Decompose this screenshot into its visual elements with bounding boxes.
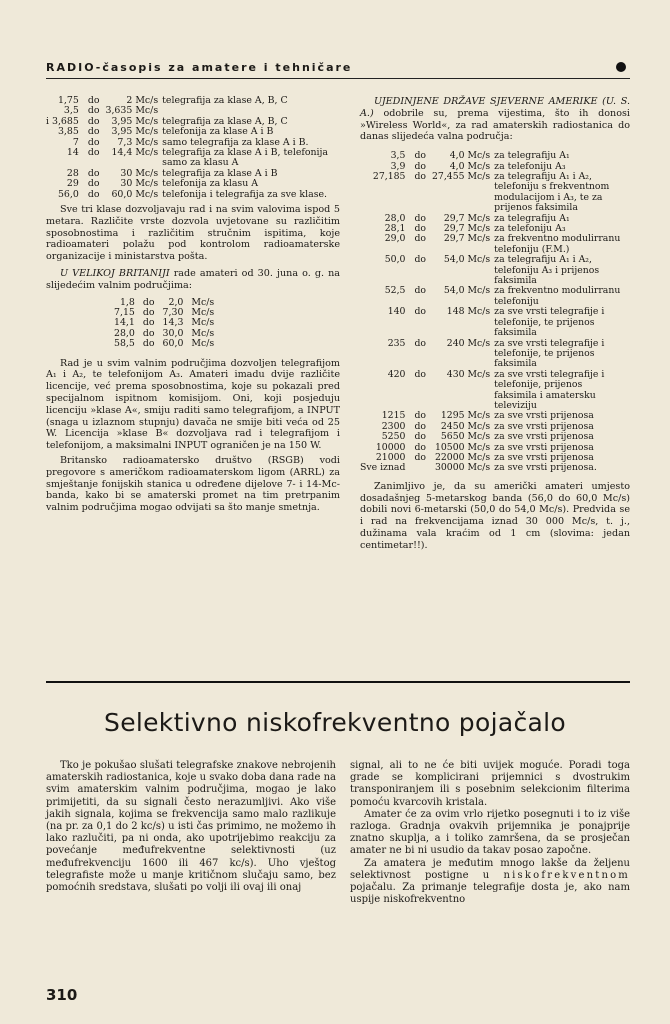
freq-to: 5650 — [440, 431, 465, 443]
freq-description: za sve vrsti telegrafije i telefonije, te prijenos faksimila — [494, 306, 605, 339]
freq-from: 28 — [66, 167, 79, 179]
freq-from: 235 — [387, 337, 406, 349]
freq-description: za telefoniju A₃ — [494, 223, 566, 235]
freq-from: 3,5 — [63, 105, 79, 117]
freq-description: za sve vrsti telegrafije i telefonije, prijenos faksimila i amatersku televiziju — [494, 368, 605, 411]
freq-unit: Mc/s — [135, 167, 159, 179]
uk-range-cell: 14,1 — [114, 317, 135, 329]
usa-intro — [360, 96, 630, 143]
freq-to: 30 — [120, 178, 133, 190]
freq-unit: Mc/s — [135, 126, 159, 138]
freq-to: 29,7 — [443, 233, 465, 245]
uk-range-cell: Mc/s — [191, 338, 215, 350]
freq-from: 14 — [66, 147, 79, 159]
freq-do: do — [414, 223, 426, 235]
freq-to: 3,635 — [105, 105, 133, 117]
uk-range-cell: Mc/s — [191, 327, 215, 339]
freq-to: 54,0 — [443, 254, 465, 266]
freq-unit: Mc/s — [467, 306, 491, 318]
right-table-row — [360, 286, 630, 307]
uk-range-cell: do — [142, 338, 155, 350]
right-frequency-table — [360, 151, 630, 474]
usa-intro-text: odobrile su, prema vijestima, što ih donosi »Wireless World«, za rad amaterskih radiostanica do danas slijedeća valna područja: — [360, 107, 630, 143]
freq-to: 22000 — [434, 451, 465, 463]
freq-do — [408, 463, 432, 473]
freq-description: za sve vrsti prijenosa — [494, 410, 594, 422]
freq-description: za sve vrsti prijenosa — [494, 441, 594, 453]
uk-range-cell: Mc/s — [191, 296, 215, 308]
right-table-row — [360, 255, 630, 286]
right-table-row — [360, 234, 630, 255]
left-table-row — [46, 148, 340, 169]
freq-do: do — [414, 254, 426, 266]
freq-do: do — [87, 167, 100, 179]
uk-range-cell: 14,3 — [162, 317, 184, 329]
left-paragraph-3: Britansko radioamatersko društvo (RSGB) vodi pregovore s američkom radioamaterskom ligom (ARRL) za smještanje fonijskih stanica u određene dijelove 7- i 14-Mc-banda, kako bi se amaterski promet na tim pretrpanim valnim područjima mogao odvijati sa što manje smetnja. — [46, 455, 340, 514]
freq-description: samo telegrafija za klase A i B. — [162, 136, 309, 148]
freq-to: 3,95 — [111, 126, 133, 138]
freq-from: 28,0 — [384, 212, 406, 224]
freq-to: 29,7 — [443, 212, 465, 224]
freq-unit: Mc/s — [467, 420, 491, 432]
freq-unit: Mc/s — [135, 105, 159, 117]
freq-description: telefonija i telegrafija za sve klase. — [162, 188, 328, 200]
freq-to: 27,455 — [432, 171, 465, 182]
freq-to: 3,95 — [111, 115, 133, 127]
freq-from: 1,75 — [57, 95, 79, 106]
freq-to: 29,7 — [443, 223, 465, 235]
freq-unit: Mc/s — [467, 451, 491, 463]
right-table-row — [360, 307, 630, 338]
freq-description: za telefoniju A₃ — [494, 160, 566, 172]
freq-from: 3,85 — [57, 126, 79, 138]
freq-do: do — [87, 115, 100, 127]
left-paragraph-1: Sve tri klase dozvoljavaju rad i na svim valovima ispod 5 metara. Različite vrste dozvola uvjetovane su različitim sposobnostima i različitim stručnim ispitima, koje radioamateri polažu pod kontrolom radioamaterske organizacije i ministarstva pošta. — [46, 204, 340, 263]
left-paragraph-2: Rad je u svim valnim područjima dozvoljen telegrafijom A₁ i A₂, te telefonijom A₃. Amateri imadu dvije različite licencije, već prema sposobnostima, koje su pokazali pred specijalnom ispitnom komisijom. Oni, koji posjeduju licenciju »klase A«, smiju raditi samo telegrafijom, a INPUT (snaga u izlaznom stupnju) davača ne smije biti veća od 25 W. Licencija »klase B« dozvoljava rad i telegrafijom i telefonijom, a maksimalni INPUT ograničen je na 150 W. — [46, 357, 340, 452]
freq-unit: Mc/s — [467, 223, 491, 235]
right-table-row — [360, 339, 630, 370]
article-left-paragraph: Tko je pokušao slušati telegrafske znakove nebrojenih amaterskih radiostanica, koje u svako doba dana rade na svim amaterskim valnim područjima, mogao je lako primijetiti, da su signali često nerazumljivi. Ako više jakih signala, kojima se frekvencija samo malo razlikuje (na pr. za 0,1 do 2 kc/s) u isti čas primimo, ne možemo ih lako razlučiti, pa ni onda, ako upotrijebimo reakciju za povećanje međufrekventne selektivnosti (uz međufrekvenciju 1600 ili 467 kc/s). Uho vještog telegrafiste može u manje kritičnom slučaju samo, bez pomoćnih sredstava, slušati po volji ili ovaj ili onaj — [46, 760, 336, 894]
freq-do: do — [414, 410, 426, 422]
freq-unit: Mc/s — [467, 212, 491, 224]
article-right-column — [350, 760, 630, 906]
uk-intro — [46, 268, 340, 292]
freq-do: do — [87, 188, 100, 200]
freq-unit: Mc/s — [135, 136, 159, 148]
article-right-paragraph-3-start: Za amatera je međutim mnogo lakše da željenu selektivnost postigne u — [350, 857, 630, 881]
uk-range-row — [110, 339, 218, 349]
freq-description: za sve vrsti prijenosa. — [494, 462, 597, 474]
uk-intro-text: rade amateri od 30. juna o. g. na slijedećim valnim područjima: — [46, 268, 340, 291]
uk-range-cell: 2,0 — [168, 296, 184, 308]
freq-unit: Mc/s — [467, 160, 491, 172]
freq-do: do — [87, 126, 100, 138]
freq-from: Sve iznad — [360, 462, 406, 474]
freq-unit: Mc/s — [467, 410, 491, 422]
freq-unit: Mc/s — [135, 95, 159, 106]
freq-do: do — [414, 285, 426, 297]
freq-from: 50,0 — [384, 254, 406, 266]
freq-unit: Mc/s — [467, 337, 491, 349]
section-divider — [46, 681, 630, 683]
freq-do: do — [414, 441, 426, 453]
freq-unit: Mc/s — [135, 178, 159, 190]
right-paragraph: Zanimljivo je, da su američki amateri umjesto dosadašnjeg 5-metarskog banda (56,0 do 60,0 Mc/s) dobili novi 6-metarski (50,0 do 54,0 Mc/s). Predvida se i rad na frekvencijama iznad 30 000 Mc/s, t. j., dužinama vala kraćim od 1 cm (slovima: jedan centimetar!!). — [360, 480, 630, 551]
freq-from: 420 — [387, 368, 406, 380]
freq-description: telegrafija za klase A, B, C — [162, 115, 288, 127]
left-table-row — [46, 190, 340, 200]
freq-from: 2300 — [381, 420, 406, 432]
uk-range-cell: do — [142, 307, 155, 319]
freq-to: 2450 — [440, 420, 465, 432]
freq-description: za sve vrsti prijenosa — [494, 451, 594, 463]
freq-to: 10500 — [434, 441, 465, 453]
uk-range-cell: 28,0 — [114, 327, 135, 339]
right-column — [360, 96, 630, 552]
freq-to: 30 — [120, 167, 133, 179]
freq-from: i 3,685 — [46, 115, 79, 127]
freq-from: 10000 — [375, 441, 406, 453]
article-title: Selektivno niskofrekventno pojačalo — [104, 708, 566, 737]
freq-do: do — [414, 306, 426, 318]
uk-range-cell: 30,0 — [162, 327, 184, 339]
left-frequency-table — [46, 96, 340, 200]
freq-do: do — [414, 420, 426, 432]
freq-to: 7,3 — [117, 136, 133, 148]
freq-do: do — [87, 136, 100, 148]
article-right-paragraph-1: signal, ali to ne će biti uvijek moguće. Poradi toga grade se komplicirani prijemnici s dvostrukim transponiranjem ili s posebnim selekcionim filterima pomoću kvarcovih kristala. — [350, 760, 630, 808]
freq-from: 3,9 — [390, 160, 406, 172]
freq-from: 21000 — [375, 451, 406, 463]
uk-range-cell: 7,30 — [162, 307, 184, 319]
freq-unit: Mc/s — [467, 171, 491, 182]
freq-unit: Mc/s — [467, 441, 491, 453]
uk-heading: U VELIKOJ BRITANIJI — [60, 268, 170, 280]
freq-description: telegrafija za klase A i B, telefonija samo za klasu A — [162, 147, 329, 169]
freq-do: do — [414, 171, 426, 182]
freq-to: 60,0 — [111, 188, 133, 200]
freq-description: za sve vrsti prijenosa — [494, 420, 594, 432]
freq-do: do — [87, 178, 100, 190]
freq-unit: Mc/s — [467, 254, 491, 266]
freq-to: 430 — [446, 368, 465, 380]
freq-unit: Mc/s — [135, 115, 159, 127]
freq-to: 4,0 — [449, 160, 465, 172]
uk-range-cell: do — [142, 296, 155, 308]
running-header — [46, 58, 630, 79]
spaced-emphasis: niskofrekventnom — [503, 869, 630, 881]
freq-description: telefonija za klasu A — [162, 178, 259, 190]
freq-description: za frekventno modulirranu telefoniju (F.M.) — [494, 233, 621, 255]
freq-from: 29,0 — [384, 233, 406, 245]
uk-range-cell: do — [142, 317, 155, 329]
freq-do: do — [414, 150, 426, 162]
freq-description: telegrafija za klase A, B, C — [162, 95, 288, 106]
usa-heading: UJEDINJENE DRŽAVE SJEVERNE AMERIKE (U. S. A.) — [360, 96, 630, 119]
freq-to: 4,0 — [449, 150, 465, 162]
uk-range-cell: Mc/s — [191, 307, 215, 319]
uk-range-cell: 60,0 — [162, 338, 184, 350]
right-table-row — [360, 172, 630, 214]
uk-range-cell: do — [142, 327, 155, 339]
freq-from: 56,0 — [57, 188, 79, 200]
freq-do: do — [414, 212, 426, 224]
freq-unit: Mc/s — [135, 147, 159, 159]
uk-range-cell: Mc/s — [191, 317, 215, 329]
freq-do: do — [414, 337, 426, 349]
freq-description: za frekventno modulirranu telefoniju — [494, 285, 621, 307]
freq-from: 29 — [66, 178, 79, 190]
article-left-column — [46, 760, 336, 894]
freq-unit: Mc/s — [467, 431, 491, 443]
freq-unit: Mc/s — [467, 150, 491, 162]
freq-do: do — [87, 105, 100, 117]
article-right-paragraph-2: Amater će za ovim vrlo rijetko posegnuti i to iz više razloga. Gradnja ovakvih prijemnika je ponajprije znatno skuplja, a i toliko zamršena, da se prosječan amater ne bi ni usudio da takav posao započne. — [350, 808, 630, 857]
freq-unit: Mc/s — [467, 368, 491, 380]
freq-do: do — [414, 451, 426, 463]
freq-from: 5250 — [381, 431, 406, 443]
right-table-row — [360, 463, 630, 473]
freq-from: 7 — [72, 136, 79, 148]
uk-ranges-table — [110, 298, 218, 350]
freq-to: 1295 — [440, 410, 465, 422]
freq-description: za sve vrsti telegrafije i telefonije, te prijenos faksimila — [494, 337, 605, 370]
header-title: RADIO-časopis za amatere i tehničare — [46, 61, 353, 74]
freq-description: za telegrafiju A₁ — [494, 212, 570, 224]
freq-unit: Mc/s — [467, 285, 491, 297]
header-bullet-icon — [616, 62, 626, 72]
freq-from: 27,185 — [372, 171, 406, 182]
page-number: 310 — [46, 986, 78, 1004]
freq-from: 1215 — [381, 410, 406, 422]
freq-do: do — [87, 147, 100, 159]
freq-to: 30000 — [434, 462, 465, 474]
freq-description: telefonija za klase A i B — [162, 126, 274, 138]
freq-description: za telegrafiju A₁ i A₂, telefoniju A₃ i prijenos faksimila — [494, 254, 600, 287]
freq-do: do — [414, 233, 426, 245]
freq-description: telegrafija za klase A i B — [162, 167, 278, 179]
freq-do: do — [414, 431, 426, 443]
uk-range-cell: 7,15 — [114, 307, 135, 319]
right-table-row — [360, 370, 630, 412]
right-table-row — [360, 432, 630, 442]
freq-to: 54,0 — [443, 285, 465, 297]
uk-range-cell: 58,5 — [114, 338, 135, 350]
article-right-paragraph-3-end: pojačalu. Za primanje telegrafije dosta je, ako nam uspije niskofrekventno — [350, 882, 630, 906]
freq-unit: Mc/s — [467, 462, 491, 474]
freq-from: 140 — [387, 306, 406, 318]
freq-to: 240 — [446, 337, 465, 349]
freq-unit: Mc/s — [135, 188, 159, 200]
freq-from: 52,5 — [384, 285, 406, 297]
freq-do: do — [414, 368, 426, 380]
freq-description: za telegrafiju A₁ — [494, 150, 570, 162]
freq-unit: Mc/s — [467, 233, 491, 245]
freq-description: za sve vrsti prijenosa — [494, 431, 594, 443]
left-column — [46, 96, 340, 514]
uk-range-cell: 1,8 — [119, 296, 135, 308]
freq-to: 148 — [446, 306, 465, 318]
freq-do: do — [87, 95, 100, 106]
freq-from: 3,5 — [390, 150, 406, 162]
article-right-paragraph-3 — [350, 858, 630, 907]
freq-from: 28,1 — [384, 223, 406, 235]
freq-to: 14,4 — [111, 147, 133, 159]
freq-to: 2 — [126, 95, 133, 106]
freq-description: za telegrafiju A₁ i A₂, telefoniju s frekventnom modulacijom i A₃, te za prijenos faksimila — [494, 171, 610, 214]
freq-do: do — [414, 160, 426, 172]
